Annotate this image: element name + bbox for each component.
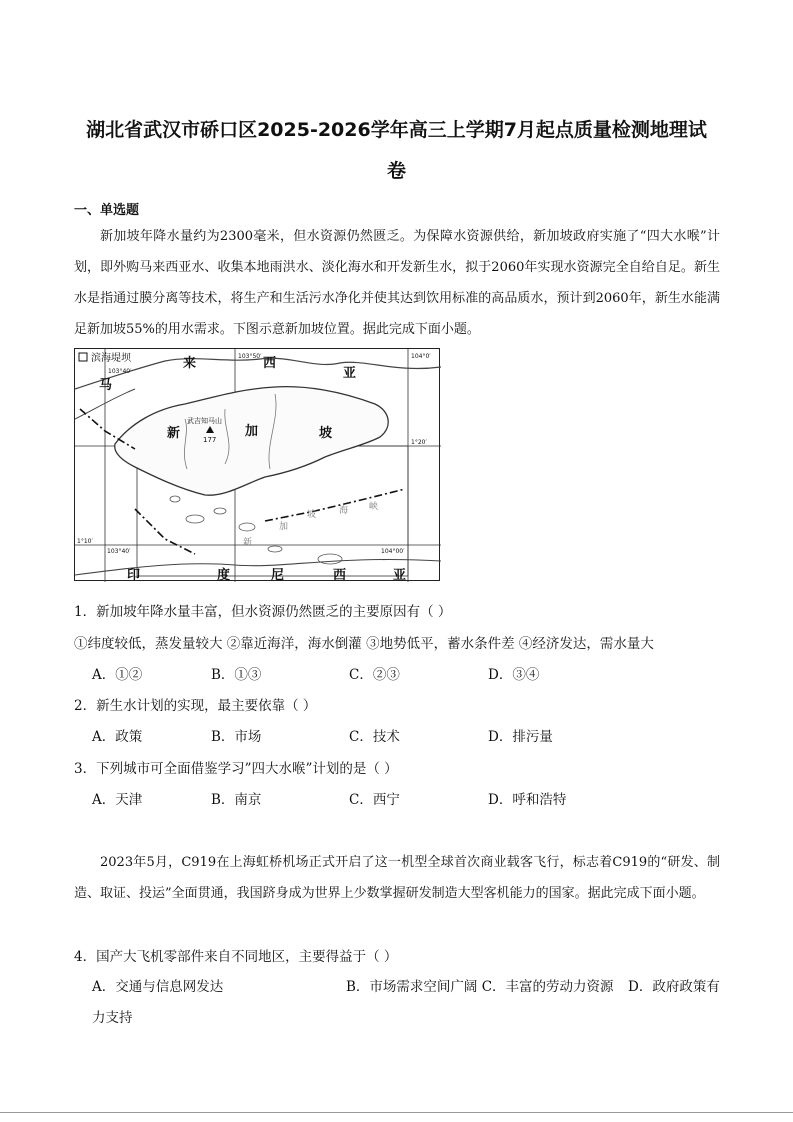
- question-3-option-d: D．呼和浩特: [488, 792, 567, 808]
- coord-lat-2: 1°10′: [77, 538, 93, 545]
- label-xin: 新: [167, 426, 181, 441]
- document-title-line-1: 湖北省武汉市硚口区2025-2026学年高三上学期7月起点质量检测地理试: [86, 119, 707, 141]
- label-yin: 印: [127, 568, 141, 582]
- page-bottom-rule: [0, 1112, 793, 1113]
- question-1-option-a: A．①②: [92, 667, 143, 683]
- label-ya: 亚: [343, 366, 357, 381]
- label-lai: 来: [183, 356, 197, 371]
- question-1-option-d: D．③④: [488, 667, 540, 683]
- strait-label-1: 新: [243, 538, 253, 548]
- singapore-location-map: [74, 348, 440, 581]
- question-3-stem: 3．下列城市可全面借鉴学习”四大水喉”计划的是（ ）: [74, 761, 398, 777]
- document-title-line-2: 卷: [386, 160, 406, 182]
- question-2-option-b: B．市场: [211, 729, 262, 745]
- label-du: 度: [217, 568, 231, 582]
- question-2-option-a: A．政策: [92, 729, 143, 745]
- section-heading: 一、单选题: [74, 203, 140, 218]
- label-xi2: 西: [333, 568, 347, 582]
- passage-c919: 2023年5月，C919在上海虹桥机场正式开启了这一机型全球首次商业载客飞行，标志着C919的“研发、制造、取证、投运”全面贯通，我国跻身成为世界上少数掌握研发制造大型客机能力的国家。据此完成下面小题。: [74, 855, 720, 901]
- question-4-option-d-continued: 力支持: [92, 1010, 133, 1026]
- label-ma: 马: [99, 378, 113, 393]
- question-1-statements: ①纬度较低，蒸发量较大 ②靠近海洋，海水倒灌 ③地势低平，蓄水条件差 ④经济发达，需水量大: [74, 636, 654, 652]
- label-xi: 西: [263, 356, 277, 371]
- coord-lon-1: 103°40′: [108, 368, 132, 375]
- small-island: [186, 515, 204, 523]
- coord-lat-1: 1°20′: [411, 439, 427, 446]
- label-ni: 尼: [271, 568, 285, 582]
- dam-legend-marker: [79, 353, 87, 361]
- question-4-stem: 4．国产大飞机零部件来自不同地区，主要得益于（ ）: [74, 949, 398, 965]
- label-ya2: 亚: [393, 568, 407, 582]
- question-4-option-d: D．政府政策有: [628, 979, 720, 995]
- legend-label: 滨海堤坝: [91, 353, 131, 364]
- small-island: [170, 496, 180, 502]
- label-jia: 加: [245, 424, 259, 439]
- strait-label-2: 加: [279, 522, 289, 532]
- question-3-option-b: B．南京: [211, 792, 262, 808]
- small-island: [239, 523, 255, 531]
- mountain-elevation: 177: [203, 436, 217, 444]
- mountain-name: 武吉知马山: [187, 417, 222, 425]
- question-3-option-a: A．天津: [92, 792, 143, 808]
- question-3-option-c: C．西宁: [349, 792, 400, 808]
- singapore-island-outline: [115, 387, 388, 496]
- strait-label-4: 海: [339, 506, 349, 516]
- coord-lon-2: 103°50′: [238, 353, 262, 360]
- passage-singapore-water: 新加坡年降水量约为2300毫米，但水资源仍然匮乏。为保障水资源供给，新加坡政府实施了“四大水喉”计划，即外购马来西亚水、收集本地雨洪水、淡化海水和开发新生水，拟于2060年实现水资源完全自给自足。新生水是指通过膜分离等技术，将生产和生活污水净化并使其达到饮用标准的高品质水，预计到2060年，新生水能满足新加坡55%的用水需求。下图示意新加坡位置。据此完成下面小题。: [74, 229, 720, 337]
- question-2-option-c: C．技术: [349, 729, 400, 745]
- label-po: 坡: [319, 426, 333, 441]
- coord-lon-5: 104°00′: [381, 548, 405, 555]
- small-island: [214, 508, 226, 514]
- question-4-options-b-c: B．市场需求空间广阔 C．丰富的劳动力资源: [346, 979, 614, 995]
- small-island: [268, 546, 282, 552]
- question-4-option-a: A．交通与信息网发达: [92, 979, 224, 995]
- coord-lon-3: 104°0′: [411, 353, 431, 360]
- strait-label-3: 坡: [307, 510, 317, 520]
- question-1-option-c: C．②③: [349, 667, 400, 683]
- question-1-stem: 1．新加坡年降水量丰富，但水资源仍然匮乏的主要原因有（ ）: [74, 604, 452, 620]
- question-2-stem: 2．新生水计划的实现，最主要依靠（ ）: [74, 698, 317, 714]
- coord-lon-4: 103°40′: [107, 548, 131, 555]
- strait-label-5: 峡: [369, 502, 379, 512]
- question-1-option-b: B．①③: [211, 667, 262, 683]
- question-2-option-d: D．排污量: [488, 729, 553, 745]
